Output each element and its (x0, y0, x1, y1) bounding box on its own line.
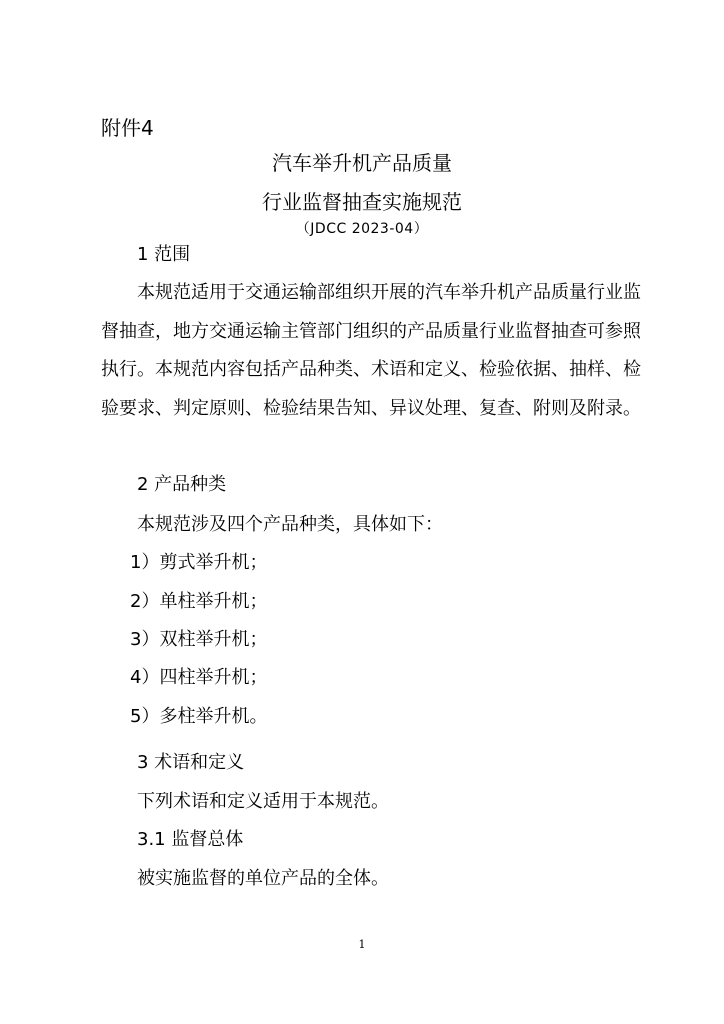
list-item: 2）单柱举升机； (130, 591, 268, 612)
section-2-heading: 2 产品种类 (137, 474, 227, 495)
list-item: 1）剪式举升机； (130, 552, 268, 573)
document-code: （JDCC 2023-04） (295, 221, 429, 237)
attachment-label: 附件4 (101, 116, 154, 140)
list-item: 3）双柱举升机； (130, 629, 268, 650)
section-3-1-body: 被实施监督的单位产品的全体。 (137, 868, 389, 889)
list-item: 4）四柱举升机； (130, 667, 268, 688)
list-item: 5）多柱举升机。 (130, 706, 268, 727)
section-3-1-heading: 3.1 监督总体 (137, 829, 244, 850)
section-3-intro: 下列术语和定义适用于本规范。 (137, 791, 389, 812)
section-2-intro: 本规范涉及四个产品种类，具体如下： (137, 514, 443, 535)
section-1-heading: 1 范围 (137, 244, 191, 265)
section-3-heading: 3 术语和定义 (137, 752, 245, 773)
title-line-2: 行业监督抽查实施规范 (262, 190, 462, 214)
title-line-1: 汽车举升机产品质量 (272, 151, 452, 175)
page-number: 1 (358, 938, 366, 951)
section-1-body: 本规范适用于交通运输部组织开展的汽车举升机产品质量行业监督抽查，地方交通运输主管部门组织的产品质量行业监督抽查可参照执行。本规范内容包括产品种类、术语和定义、检验依据、抽样、检验要求、判定原则、检验结果告知、异议处理、复查、附则及附录。 (101, 282, 641, 419)
